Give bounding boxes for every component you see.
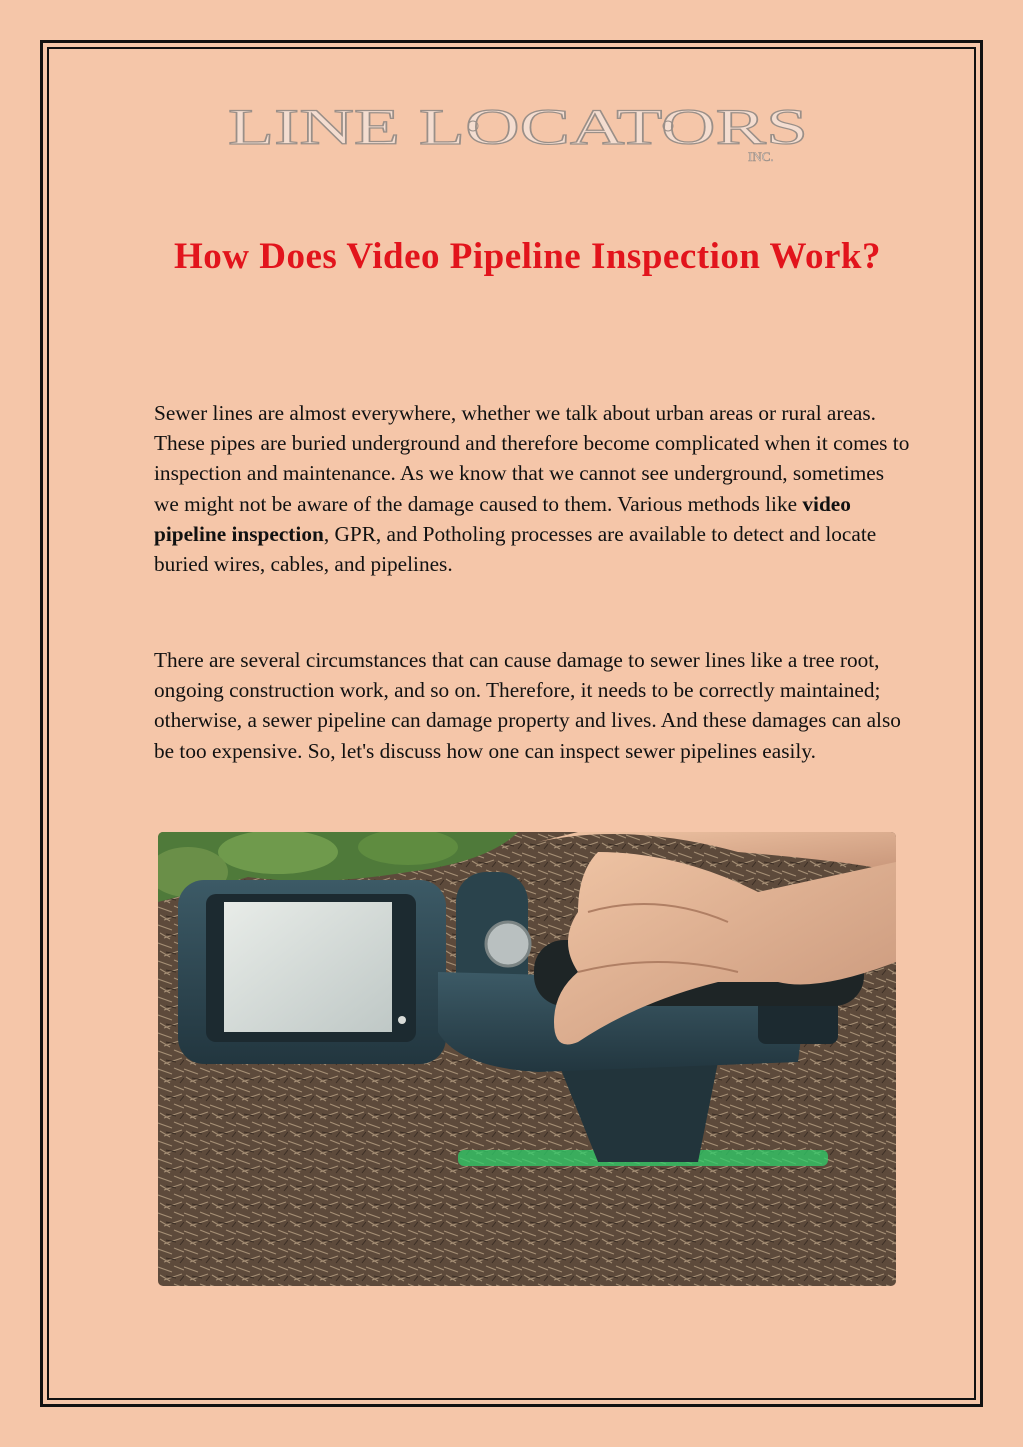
paragraph-1-text: Sewer lines are almost everywhere, whether we talk about urban areas or rural areas. These pipes are buried underground and therefore become complicated when it comes to inspection and maintenance. As we know that we cannot see underground, sometimes we might not be aware of the damage caused to them. Various methods like (154, 401, 910, 516)
logo-suffix: INC. (748, 149, 774, 164)
article-title: How Does Video Pipeline Inspection Work? (174, 236, 881, 277)
paragraph-1-text-end: , GPR, and Potholing processes are available to detect and locate buried wires, cables, and pipelines. (154, 521, 877, 577)
logo-wordmark: LINE LOCATORS (228, 100, 808, 156)
company-logo (228, 98, 812, 164)
article-paragraph-1 (154, 398, 914, 579)
pipeline-locator-photo (158, 832, 896, 1286)
bold-keyword: video pipeline inspection (154, 491, 851, 546)
article-paragraph-2: There are several circumstances that can cause damage to sewer lines like a tree root, ongoing construction work, and so on. Therefore, it needs to be correctly maintained; otherwise, a sewer pipeline can damage property and lives. And these damages can also be too expensive. So, let's discuss how one can inspect sewer pipelines easily. (154, 648, 901, 763)
